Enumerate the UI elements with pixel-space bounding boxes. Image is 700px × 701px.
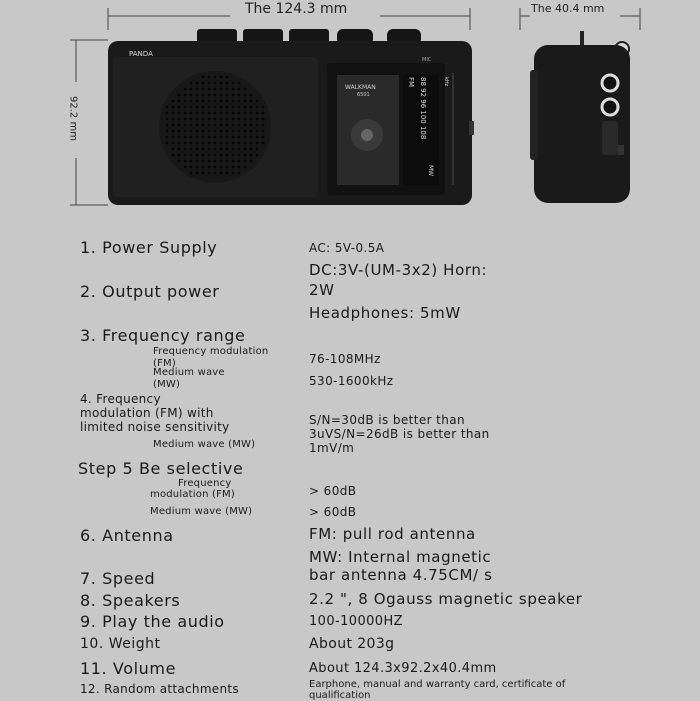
product-image-area [0,0,700,215]
spec-sensitivity-label-2: modulation (FM) with [80,406,214,420]
cassette-text-2: 6501 [357,92,370,98]
spec-selective-label: Step 5 Be selective [78,459,244,478]
spec-selective-mw-label: Medium wave (MW) [150,506,253,517]
mic-text: MIC [422,57,432,63]
brand-text: PANDA [129,50,153,58]
spec-sensitivity-mw-label: Medium wave (MW) [153,439,256,450]
spec-speed-label: 7. Speed [80,569,156,588]
spec-output-power-value-2: 2W [309,281,335,299]
spec-output-power-value-3: Headphones: 5mW [309,304,461,322]
spec-power-supply-value: AC: 5V-0.5A [309,241,385,255]
spec-weight-value: About 203g [309,636,395,652]
spec-speakers-label: 8. Speakers [80,591,181,610]
spec-output-power-label: 2. Output power [80,282,220,301]
spec-antenna-value-1: FM: pull rod antenna [309,525,476,543]
width-label: The 124.3 mm [245,1,348,17]
spec-selective-fm-value: > 60dB [309,484,357,498]
spec-selective-fm-label-2: modulation (FM) [150,489,235,500]
spec-frequency-range-label: 3. Frequency range [80,326,246,345]
spec-attachments-label: 12. Random attachments [80,682,239,696]
spec-antenna-label: 6. Antenna [80,526,174,545]
spec-audio-value: 100-10000HZ [309,614,403,629]
device-front-view [105,25,475,210]
cassette-text-1: WALKMAN [345,84,376,91]
spec-mw-label-2: (MW) [153,379,181,390]
spec-fm-label-1: Frequency modulation [153,346,269,357]
spec-audio-label: 9. Play the audio [80,612,225,631]
spec-sensitivity-value-2: 3uVS/N=26dB is better than [309,427,490,441]
spec-sensitivity-value-1: S/N=30dB is better than [309,413,466,427]
spec-fm-label-2: (FM) [153,358,176,369]
spec-volume-value: About 124.3x92.2x40.4mm [309,661,497,676]
spec-sensitivity-value-3: 1mV/m [309,441,355,455]
spec-mw-label-1: Medium wave [153,367,225,378]
spec-output-power-value-1: DC:3V-(UM-3x2) Horn: [309,261,488,279]
spec-fm-value: 76-108MHz [309,352,381,366]
spec-attachments-value-1: Earphone, manual and warranty card, certificate of [309,679,566,690]
spec-sensitivity-label-3: limited noise sensitivity [80,420,230,434]
spec-mw-value: 530-1600kHz [309,374,394,388]
spec-speed-value: bar antenna 4.75CM/ s [309,566,493,584]
spec-attachments-value-2: qualification [309,690,371,701]
spec-antenna-value-2: MW: Internal magnetic [309,548,492,566]
spec-sensitivity-label-1: 4. Frequency [80,392,161,406]
freq-unit-text: kHz [443,77,449,87]
spec-selective-mw-value: > 60dB [309,505,357,519]
freq-scale-text: 88 92 96 100 108 [419,77,427,140]
device-side-view [530,25,640,210]
band-mw-text: MW [427,165,434,177]
band-fm-text: FM [407,77,415,88]
spec-speakers-value: 2.2 ", 8 Ogauss magnetic speaker [309,590,583,608]
spec-weight-label: 10. Weight [80,636,161,652]
spec-volume-label: 11. Volume [80,659,177,678]
spec-selective-fm-label-1: Frequency [178,478,232,489]
depth-label: The 40.4 mm [531,2,605,15]
spec-power-supply-label: 1. Power Supply [80,238,218,257]
height-label: 92.2 mm [67,96,79,141]
